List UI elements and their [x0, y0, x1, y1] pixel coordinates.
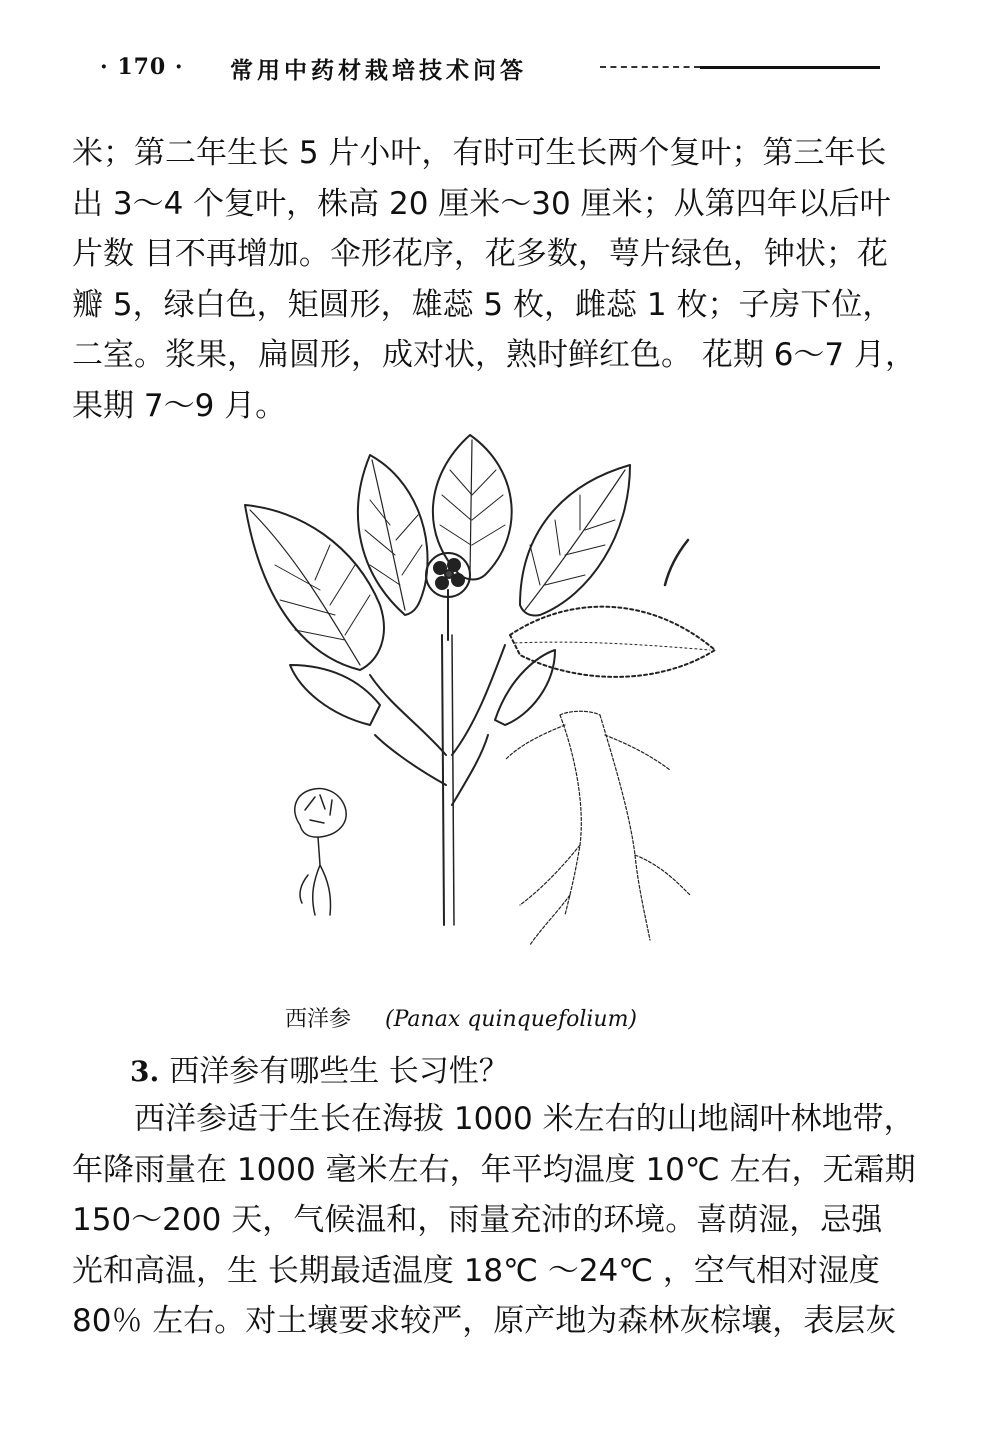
section-question — [130, 1046, 509, 1090]
text-line: 80％ 左右。对土壤要求较严，原产地为森林灰棕壤，表层灰 — [72, 1303, 897, 1339]
text-line: 年降雨量在 1000 毫米左右，年平均温度 10℃ 左右，无霜期 — [72, 1151, 916, 1188]
page-number: · 170 · — [100, 54, 184, 80]
text-line: 片数 目不再增加。伞形花序，花多数，萼片绿色，钟状；花 — [72, 236, 888, 272]
text-line: 二室。浆果，扁圆形，成对状，熟时鲜红色。 花期 6～7 月， — [72, 337, 917, 373]
header-rule-solid — [700, 66, 880, 69]
caption-latin-name: (Panax quinquefolium) — [385, 1007, 638, 1032]
question-number: 3. — [130, 1055, 160, 1088]
text-line: 瓣 5，绿白色，矩圆形，雄蕊 5 枚，雌蕊 1 枚；子房下位， — [72, 286, 894, 323]
plant-illustration — [220, 425, 760, 965]
leaf-left — [245, 505, 384, 670]
text-line: 米；第二年生长 5 片小叶，有时可生长两个复叶；第三年长 — [72, 135, 887, 171]
text-line: 出 3～4 个复叶，株高 20 厘米～30 厘米；从第四年以后叶 — [72, 185, 891, 222]
description-paragraph — [72, 128, 917, 431]
petiole-left — [370, 675, 446, 755]
figure-caption — [285, 1002, 637, 1033]
petiole-right — [452, 645, 505, 755]
answer-paragraph — [72, 1094, 916, 1347]
flower-detail — [295, 789, 346, 915]
leaf-lower-right — [495, 650, 555, 725]
header-rule-dashed — [600, 66, 700, 68]
main-stem — [442, 635, 444, 925]
book-title: 常用中药材栽培技术问答 — [230, 57, 527, 84]
petiole-right-lower — [452, 735, 488, 805]
text-line: 150～200 天，气候温和，雨量充沛的环境。喜荫湿，忌强 — [72, 1202, 883, 1238]
leaf-left-vein — [250, 510, 360, 665]
root — [505, 711, 690, 945]
running-header — [100, 50, 890, 90]
fruit-sprig — [665, 540, 688, 585]
leaf-lower-left — [290, 665, 380, 725]
text-line: 西洋参适于生长在海拔 1000 米左右的山地阔叶林地带， — [134, 1101, 915, 1137]
ginseng-drawing — [220, 425, 760, 965]
text-line: 果期 7～9 月。 — [72, 387, 287, 424]
text-line: 光和高温，生 长期最适温度 18℃ ～24℃ ，空气相对湿度 — [72, 1252, 880, 1289]
main-stem-outline — [452, 635, 454, 925]
caption-chinese-name: 西洋参 — [285, 1007, 352, 1032]
leaf-upper-left — [358, 455, 428, 615]
question-text: 西洋参有哪些生 长习性？ — [169, 1054, 509, 1089]
